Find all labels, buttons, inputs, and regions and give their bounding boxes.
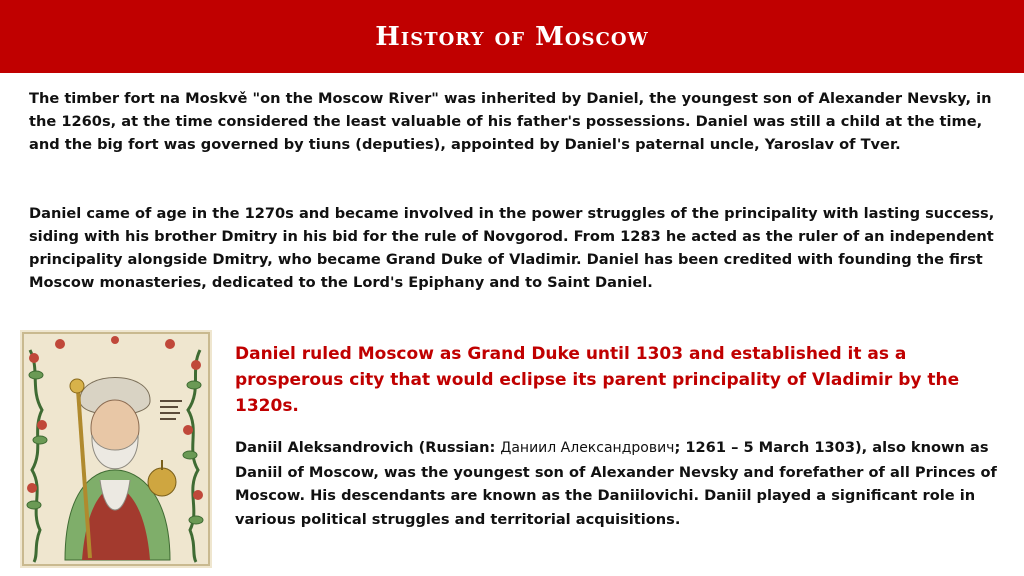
paragraph-coming-of-age: Daniel came of age in the 1270s and became involved in the power struggles of the principality with lasting success, siding with his brother Dmitry in his bid for the rule of Novgorod. From 1283 he acted as the ruler of an independent principality alongside Dmitry, who became Grand Duke of Vladimir. Daniel has been credited with founding the first Moscow monasteries, dedicated to the Lord's Epiphany and to Saint Daniel. [29,205,995,291]
page-title: History of Moscow [375,21,649,52]
portrait-icon [20,330,212,568]
paragraph-fort: The timber fort na Moskvě "on the Moscow River" was inherited by Daniel, the youngest son of Alexander Nevsky, in the 1260s, at the time considered the least valuable of his father's possessions. Daniel was still a child at the time, and the big fort was governed by tiuns (deputies), appointed by Daniel's paternal uncle, Yaroslav of Tver. [29,90,992,153]
bio-lead: Daniil Aleksandrovich (Russian: [235,439,501,456]
highlight-statement: Daniel ruled Moscow as Grand Duke until 1303 and established it as a prosperous city that would eclipse its parent principality of Vladimir by the 1320s. [235,344,960,416]
bio-rest: ; 1261 – 5 March 1303), also known as Daniil of Moscow, was the youngest son of Alexander Nevsky and forefather of all Princes of Moscow. His descendants are known as the Daniilovichi. Daniil played a significant role in various political struggles and territorial acquisitions. [235,439,997,528]
title-bar [0,0,1024,73]
russian-name: Даниил Александрович [500,440,675,456]
biography-paragraph [235,436,1015,531]
